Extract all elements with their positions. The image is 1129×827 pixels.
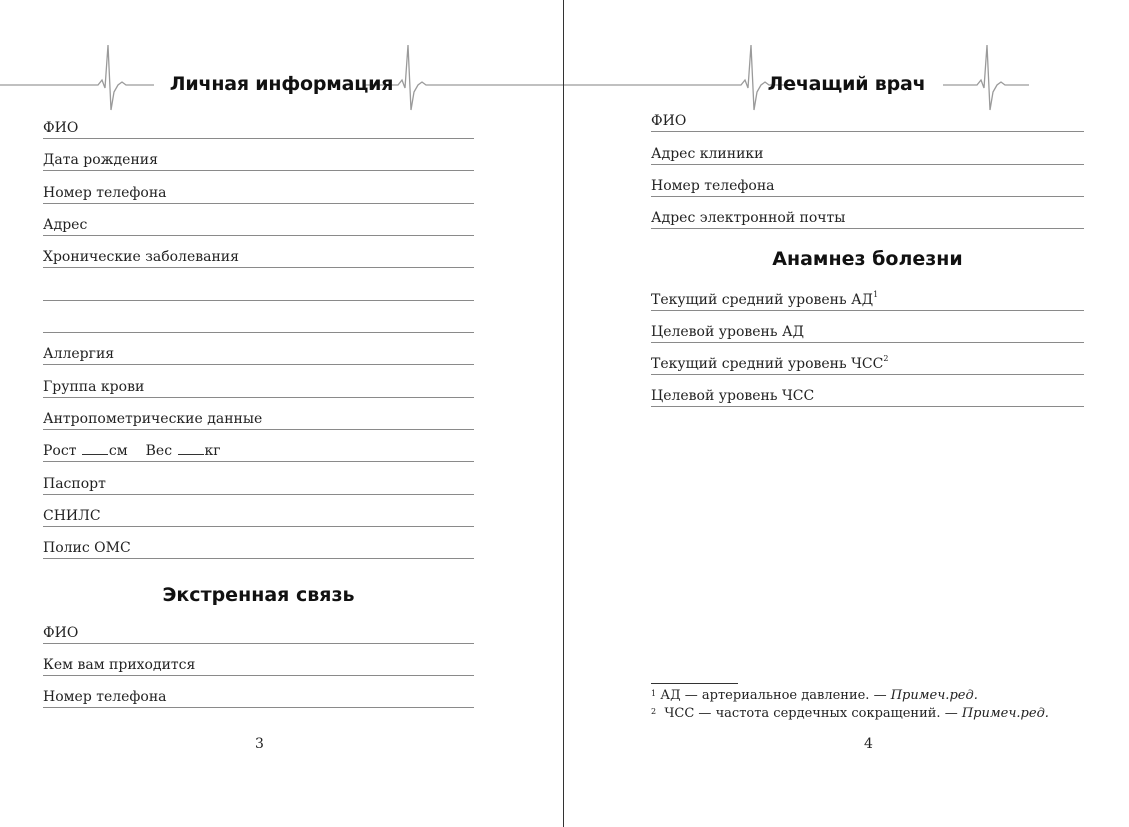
chronic-diseases-line-2[interactable] <box>43 281 474 301</box>
snils-field[interactable] <box>43 507 474 527</box>
doctor-fio-field[interactable] <box>651 112 1084 132</box>
passport-label: Паспорт <box>43 476 106 492</box>
address-label: Адрес <box>43 217 88 233</box>
current-hr-label: Текущий средний уровень ЧСС <box>651 356 884 372</box>
anamnesis-section-title: Анамнез болезни <box>772 248 963 270</box>
emergency-relation-field[interactable] <box>43 656 474 676</box>
chronic-diseases-label: Хронические заболевания <box>43 249 239 265</box>
phone-label: Номер телефона <box>43 185 167 201</box>
chronic-diseases-line-3[interactable] <box>43 313 474 333</box>
current-hr-field[interactable] <box>651 355 1084 375</box>
emergency-fio-field[interactable] <box>43 624 474 644</box>
footnote-mark: 2 <box>651 707 657 716</box>
footnote-note: Примеч.ред. <box>890 688 978 703</box>
page-number: 3 <box>255 736 264 752</box>
allergy-field[interactable] <box>43 345 474 365</box>
doctor-phone-label: Номер телефона <box>651 178 775 194</box>
weight-label: Вес <box>145 443 173 459</box>
heading-ornament-right <box>564 0 1129 95</box>
birth-date-label: Дата рождения <box>43 152 158 168</box>
oms-label: Полис ОМС <box>43 540 131 556</box>
height-unit: см <box>108 443 128 459</box>
current-bp-field[interactable] <box>651 291 1084 311</box>
chronic-diseases-field[interactable] <box>43 248 474 268</box>
oms-field[interactable] <box>43 539 474 559</box>
target-hr-field[interactable] <box>651 387 1084 407</box>
anthropometric-field[interactable] <box>43 410 474 430</box>
emergency-phone-label: Номер телефона <box>43 689 167 705</box>
weight-unit: кг <box>204 443 221 459</box>
current-bp-label: Текущий средний уровень АД <box>651 292 874 308</box>
footnote-text: ЧСС — частота сердечных сокращений. — <box>664 706 962 721</box>
blood-group-field[interactable] <box>43 378 474 398</box>
fio-field[interactable] <box>43 119 474 139</box>
birth-date-field[interactable] <box>43 151 474 171</box>
target-bp-label: Целевой уровень АД <box>651 324 804 340</box>
page-title: Лечащий врач <box>767 73 926 95</box>
height-label: Рост <box>43 443 77 459</box>
footnote-ref-1: 1 <box>873 290 879 300</box>
weight-blank[interactable] <box>178 442 204 455</box>
page-title: Личная информация <box>169 73 394 95</box>
page-right <box>564 0 1129 827</box>
target-bp-field[interactable] <box>651 323 1084 343</box>
anthropometric-label: Антропометрические данные <box>43 411 263 427</box>
emergency-section-title: Экстренная связь <box>162 584 355 606</box>
footnote-note: Примеч.ред. <box>961 706 1049 721</box>
footnote-text: АД — артериальное давление. — <box>660 688 891 703</box>
clinic-address-label: Адрес клиники <box>651 146 764 162</box>
doctor-phone-field[interactable] <box>651 177 1084 197</box>
emergency-fio-label: ФИО <box>43 625 79 641</box>
footnote-mark: 1 <box>651 689 657 698</box>
page-number: 4 <box>864 736 873 752</box>
height-weight-field[interactable] <box>43 442 474 462</box>
emergency-phone-field[interactable] <box>43 688 474 708</box>
clinic-address-field[interactable] <box>651 145 1084 165</box>
height-blank[interactable] <box>82 442 108 455</box>
address-field[interactable] <box>43 216 474 236</box>
email-label: Адрес электронной почты <box>651 210 846 226</box>
emergency-relation-label: Кем вам приходится <box>43 657 196 673</box>
snils-label: СНИЛС <box>43 508 101 524</box>
passport-field[interactable] <box>43 475 474 495</box>
footnote-divider <box>651 683 738 684</box>
target-hr-label: Целевой уровень ЧСС <box>651 388 815 404</box>
footnote-ref-2: 2 <box>883 354 889 364</box>
allergy-label: Аллергия <box>43 346 115 362</box>
page-left <box>0 0 563 827</box>
footnote-1 <box>651 688 978 704</box>
heading-ornament-left <box>0 0 563 95</box>
email-field[interactable] <box>651 209 1084 229</box>
doctor-fio-label: ФИО <box>651 113 687 129</box>
fio-label: ФИО <box>43 120 79 136</box>
phone-field[interactable] <box>43 184 474 204</box>
blood-group-label: Группа крови <box>43 379 145 395</box>
footnote-2 <box>651 706 1049 722</box>
